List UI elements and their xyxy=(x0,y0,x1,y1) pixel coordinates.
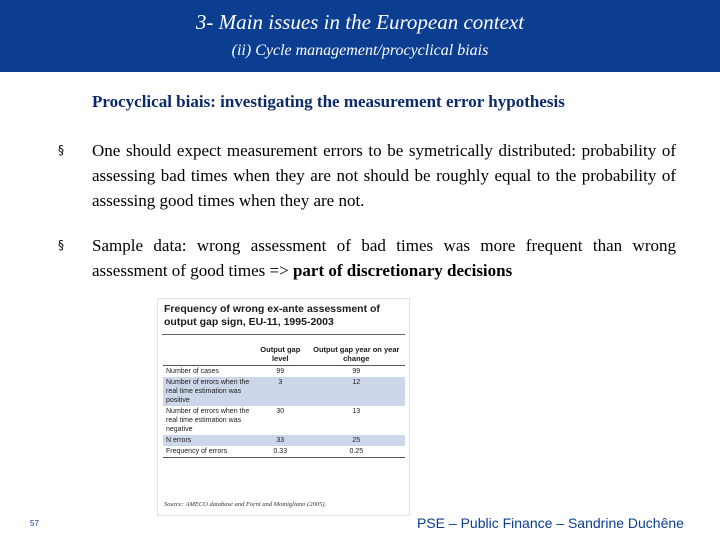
table-row xyxy=(163,446,405,458)
bullet-item-2 xyxy=(58,233,678,288)
table-header-change: Output gap year on year change xyxy=(308,339,405,366)
row-label: Frequency of errors xyxy=(163,446,253,458)
row-label: N errors xyxy=(163,435,253,446)
bullet-text-bold: part of discretionary decisions xyxy=(292,261,513,280)
row-change: 13 xyxy=(352,408,361,415)
row-level: 30 xyxy=(276,408,285,415)
row-level: 3 xyxy=(253,377,308,406)
bullet-text-plain: Sample data: wrong assessment of bad times was more frequent than wrong assessment of good times => xyxy=(92,236,676,280)
row-level: 99 xyxy=(276,368,285,375)
figure-title-rule xyxy=(162,334,405,335)
table-row xyxy=(163,366,405,378)
row-change: 25 xyxy=(308,435,405,446)
slide-subtitle: (ii) Cycle management/procyclical biais xyxy=(231,42,489,59)
bullet-marker: § xyxy=(58,238,64,252)
bullet-marker: § xyxy=(58,143,64,157)
table-row xyxy=(163,406,405,435)
error-frequency-table xyxy=(163,339,405,458)
figure-table xyxy=(157,298,410,516)
row-label: Number of cases xyxy=(166,368,219,375)
bullet-text xyxy=(92,233,676,283)
row-level: 33 xyxy=(253,435,308,446)
page-number: 57 xyxy=(30,519,39,528)
bullet-text: One should expect measurement errors to be symetrically distributed: probability of assessing bad times when they are not should be roughly equal to the probability of assessing good times when they are not. xyxy=(92,141,676,210)
row-label: Number of errors when the real time estimation was negative xyxy=(166,408,250,433)
table-row xyxy=(163,435,405,446)
bullet-item-1 xyxy=(58,138,678,218)
row-label: Number of errors when the real time estimation was positive xyxy=(163,377,253,406)
footer-credit: PSE – Public Finance – Sandrine Duchêne xyxy=(417,515,684,531)
slide-header xyxy=(0,0,720,72)
row-change: 12 xyxy=(308,377,405,406)
row-change: 99 xyxy=(352,368,361,375)
row-level: 0.33 xyxy=(253,446,308,458)
slide-title: 3- Main issues in the European context xyxy=(195,10,525,34)
section-heading: Procyclical biais: investigating the measurement error hypothesis xyxy=(92,92,565,111)
table-header-level: Output gap level xyxy=(253,339,308,366)
table-header-row xyxy=(163,339,405,366)
row-change: 0.25 xyxy=(308,446,405,458)
table-header-blank xyxy=(163,339,253,366)
figure-source: Source: AMECO database and Forni and Momigliano (2005). xyxy=(164,501,327,508)
table-row xyxy=(163,377,405,406)
figure-title: Frequency of wrong ex-ante assessment of output gap sign, EU-11, 1995-2003 xyxy=(164,303,380,328)
